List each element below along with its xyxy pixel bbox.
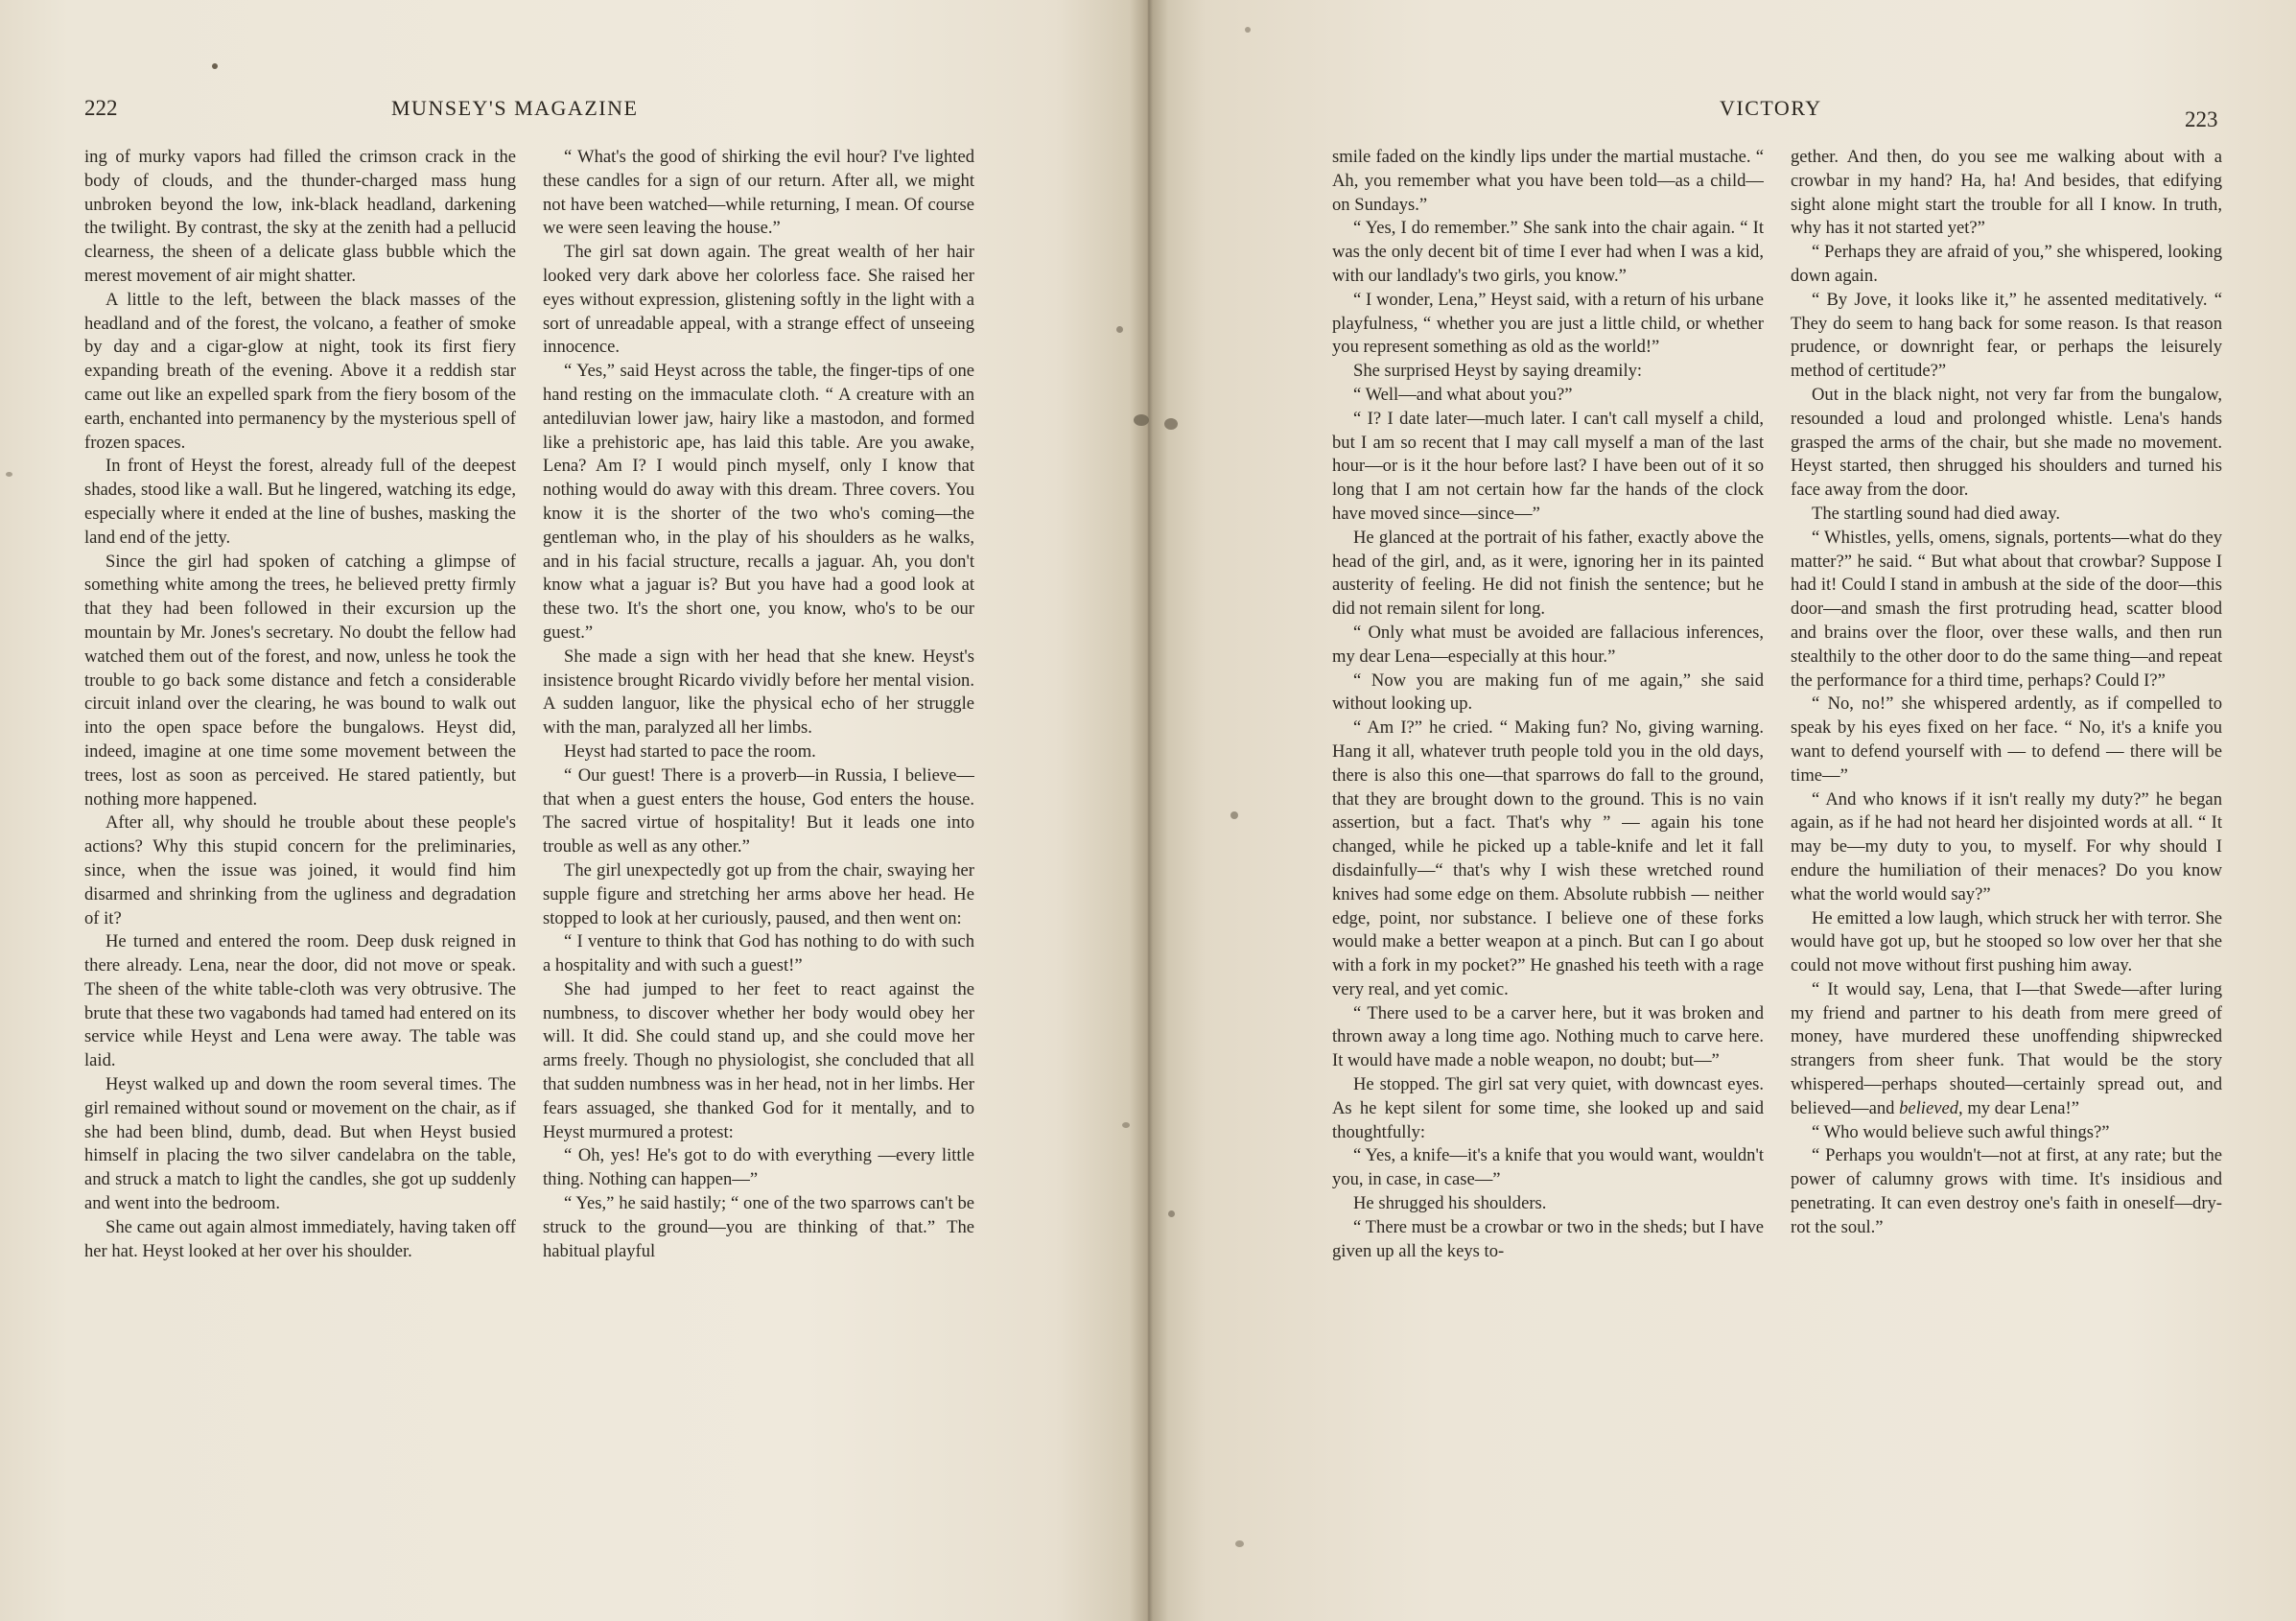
paragraph: “ There must be a crowbar or two in the sheds; but I have given up all the keys to-: [1332, 1216, 1764, 1261]
paragraph: “ Perhaps they are afraid of you,” she whispered, looking down again.: [1791, 242, 2222, 286]
paragraph: “ There used to be a carver here, but it was broken and thrown away a long time ago. Nothing much to carve here. It would have made a noble weapon, no doubt; but—”: [1332, 1002, 1764, 1071]
paragraph: She made a sign with her head that she knew. Heyst's insistence brought Ricardo vividly before her mental vision. A sudden languor, like the physical echo of her struggle with the man, paralyzed all her limbs.: [543, 646, 974, 739]
paragraph: “ Perhaps you wouldn't—not at first, at any rate; but the power of calumny grows with time. It's insidious and penetrating. It can even destroy one's faith in oneself—dry-rot the soul.”: [1791, 1145, 2222, 1237]
page-number-right: 223: [2185, 107, 2218, 131]
paragraph: “ Am I?” he cried. “ Making fun? No, giving warning. Hang it all, whatever truth people told you in the old days, there is also this one—that sparrows do fall to the ground, that they are brought down to the ground. This is no vain assertion, but a fact. That's why ” — again his tone changed, while he picked up a table-knife and let it fall disdainfully—“ that's why I wish these wretched round knives had some edge on them. Absolute rubbish — neither edge, point, nor substance. I believe one of these forks would make a better weapon at a pinch. But can I go about with a fork in my pocket?” He gnashed his teeth with a rage very real, and yet comic.: [1332, 717, 1764, 999]
left-column-1: [84, 146, 516, 1527]
paragraph: “ No, no!” she whispered ardently, as if compelled to speak by his eyes fixed on her face. “ No, it's a knife you want to defend yourself with — to defend — there will be time—”: [1791, 693, 2222, 786]
paper-speck: [1235, 1540, 1244, 1547]
paragraph: “ Oh, yes! He's got to do with everything —every little thing. Nothing can happen—”: [543, 1145, 974, 1190]
paragraph: “ What's the good of shirking the evil hour? I've lighted these candles for a sign of our return. After all, we might not have been watched—while returning, I mean. Of course we were seen leaving the house.”: [543, 147, 974, 239]
right-column-1: [1332, 146, 1764, 1527]
paragraph: The girl sat down again. The great wealth of her hair looked very dark above her colorless face. She raised her eyes without expression, glistening softly in the light with a sort of unreadable appeal, with a strange effect of unseeing innocence.: [543, 242, 974, 358]
paragraph: “ Our guest! There is a proverb—in Russia, I believe—that when a guest enters the house, God enters the house. The sacred virtue of hospitality! But it leads one into trouble as well as any other.”: [543, 764, 974, 857]
paragraph: “ Now you are making fun of me again,” she said without looking up.: [1332, 670, 1764, 715]
right-column-2: [1791, 146, 2222, 1527]
paper-speck: [1230, 811, 1238, 819]
running-head-right: VICTORY: [1720, 96, 1822, 120]
paragraph: “ I wonder, Lena,” Heyst said, with a return of his urbane playfulness, “ whether you are just a little child, or whether you represent something as old as the world!”: [1332, 289, 1764, 358]
paragraph: “ Yes, I do remember.” She sank into the chair again. “ It was the only decent bit of time I ever had when I was a kid, with our landlady's two girls, you know.”: [1332, 218, 1764, 286]
paragraph: The girl unexpectedly got up from the chair, swaying her supple figure and stretching her arms above her head. He stopped to look at her curiously, paused, and then went on:: [543, 859, 974, 928]
paragraph: “ I? I date later—much later. I can't call myself a child, but I am so recent that I may call myself a man of the last hour—or is it the hour before last? I have been out of it so long that I am not certain how far the hands of the clock have moved since—since—”: [1332, 408, 1764, 524]
book-gutter: [1130, 0, 1168, 1621]
paragraph: The startling sound had died away.: [1812, 503, 2061, 524]
emphasis-word: believed,: [1899, 1097, 1963, 1118]
paragraph: “ Whistles, yells, omens, signals, portents—what do they matter?” he said. “ But what about that crowbar? Suppose I had it! Could I stand in ambush at the side of the door—this door—and smash the first protruding head, scatter blood and brains over the floor, over these walls, and then run stealthily to the other door to do the same thing—and repeat the performance for a third time, perhaps? Could I?”: [1791, 527, 2222, 691]
paragraph: He glanced at the portrait of his father, exactly above the head of the girl, and, as it were, ignoring her in its painted austerity of feeling. He did not finish the sentence; but he did not remain silent for long.: [1332, 527, 1764, 620]
paragraph: A little to the left, between the black masses of the headland and of the forest, the volcano, a feather of smoke by day and a cigar-glow at night, took its first fiery expanding breath of the evening. Above it a reddish star came out like an expelled spark from the fiery bosom of the earth, enchanted into permanency by the mysterious spell of frozen spaces.: [84, 289, 516, 453]
paragraph: gether. And then, do you see me walking about with a crowbar in my hand? Ha, ha! And besides, that edifying sight alone might start the trouble for all I know. In truth, why has it not started yet?”: [1791, 147, 2222, 239]
paragraph: ing of murky vapors had filled the crimson crack in the body of clouds, and the thunder-charged mass hung unbroken beyond the low, ink-black headland, darkening the twilight. By contrast, the sky at the zenith had a pellucid clearness, the sheen of a delicate glass bubble which the merest movement of air might shatter.: [84, 147, 516, 286]
paragraph-tail: my dear Lena!”: [1962, 1097, 2079, 1118]
left-column-2: [543, 146, 974, 1527]
paper-speck: [1245, 27, 1251, 33]
paragraph: “ Yes,” said Heyst across the table, the finger-tips of one hand resting on the immaculate cloth. “ A creature with an antediluvian lower jaw, hairy like a mastodon, and formed like a prehistoric ape, has laid this table. Are you awake, Lena? Am I? I would pinch myself, only I know that nothing would do away with this dream. Three covers. You know it is the shorter of the two who's coming—the gentleman who, in the play of his shoulders as he walks, and in his facial structure, recalls a jaguar. Ah, you don't know what a jaguar is? But you have had a good look at these two. It's the short one, you know, who's to be our guest.”: [543, 361, 974, 643]
paragraph: “ Well—and what about you?”: [1353, 384, 1573, 405]
paragraph: [1791, 978, 2222, 1121]
running-head-left: MUNSEY'S MAGAZINE: [391, 96, 639, 120]
binding-hole: [1134, 414, 1149, 426]
paper-speck: [1122, 1122, 1130, 1128]
paper-speck: [212, 63, 218, 69]
page-number-left: 222: [84, 96, 118, 120]
paragraph: “ Yes, a knife—it's a knife that you would want, wouldn't you, in case, in case—”: [1332, 1145, 1764, 1190]
paragraph: “ I venture to think that God has nothing to do with such a hospitality and with such a guest!”: [543, 931, 974, 976]
paragraph: Heyst had started to pace the room.: [564, 740, 816, 762]
paragraph: He stopped. The girl sat very quiet, with downcast eyes. As he kept silent for some time, she looked up and said thoughtfully:: [1332, 1074, 1764, 1142]
paragraph: After all, why should he trouble about these people's actions? Why this stupid concern for the preliminaries, since, when the issue was joined, it would find him disarmed and shrinking from the ugliness and degradation of it?: [84, 812, 516, 928]
paragraph: He emitted a low laugh, which struck her with terror. She would have got up, but he stooped so low over her that she could not move without first pushing him away.: [1791, 907, 2222, 976]
paragraph: She surprised Heyst by saying dreamily:: [1353, 361, 1643, 382]
paragraph: “ Who would believe such awful things?”: [1812, 1121, 2110, 1142]
paragraph: smile faded on the kindly lips under the martial mustache. “ Ah, you remember what you have been told—as a child—on Sundays.”: [1332, 147, 1764, 215]
paragraph: She had jumped to her feet to react against the numbness, to discover whether her body would obey her will. It did. She could stand up, and she could move her arms freely. Though no physiologist, she concluded that all that sudden numbness was in her head, not in her limbs. Her fears assuaged, she thanked God for it mentally, and to Heyst murmured a protest:: [543, 978, 974, 1142]
paragraph: “ And who knows if it isn't really my duty?” he began again, as if he had not heard her disjointed words at all. “ It may be—my duty to you, to myself. For why should I endure the humiliation of their menaces? Do you know what the world would say?”: [1791, 788, 2222, 904]
paragraph: Out in the black night, not very far from the bungalow, resounded a loud and prolonged whistle. Lena's hands grasped the arms of the chair, but she made no movement. Heyst started, then shrugged his shoulders and turned his face away from the door.: [1791, 384, 2222, 501]
paragraph: Since the girl had spoken of catching a glimpse of something white among the trees, he believed pretty firmly that they had been followed in their excursion up the mountain by Mr. Jones's secretary. No doubt the fellow had watched them out of the forest, and now, unless he took the trouble to go back some distance and fetch a considerable circuit inland over the clearing, he was bound to walk out into the open space before the bungalows. Heyst did, indeed, imagine at one time some movement between the trees, lost as soon as perceived. He stared patiently, but nothing more happened.: [84, 551, 516, 810]
paper-speck: [6, 472, 12, 477]
paper-speck: [1168, 1210, 1175, 1217]
paragraph-text: “ It would say, Lena, that I—that Swede—after luring my friend and partner to his death from mere greed of money, have murdered these unoffending shipwrecked strangers from sheer funk. That would be the story whispered—perhaps shouted—certainly spread out, and believed—and: [1791, 978, 2222, 1118]
paragraph: She came out again almost immediately, having taken off her hat. Heyst looked at her over his shoulder.: [84, 1216, 516, 1261]
right-page: [1148, 0, 2296, 1621]
paragraph: “ By Jove, it looks like it,” he assented meditatively. “ They do seem to hang back for some reason. Is that reason prudence, or downright fear, or perhaps the leisurely method of certitude?”: [1791, 289, 2222, 382]
paragraph: “ Only what must be avoided are fallacious inferences, my dear Lena—especially at this hour.”: [1332, 622, 1764, 667]
paragraph: Heyst walked up and down the room several times. The girl remained without sound or movement on the chair, as if she had been blind, dumb, dead. But when Heyst busied himself in placing the two silver candelabra on the table, and struck a match to light the candles, she got up suddenly and went into the bedroom.: [84, 1074, 516, 1214]
paragraph: “ Yes,” he said hastily; “ one of the two sparrows can't be struck to the ground—you are thinking of that.” The habitual playful: [543, 1193, 974, 1261]
paragraph: He shrugged his shoulders.: [1353, 1193, 1547, 1214]
paragraph: In front of Heyst the forest, already full of the deepest shades, stood like a wall. But he lingered, watching its edge, especially where it ended at the line of bushes, masking the land end of the jetty.: [84, 456, 516, 548]
paper-speck: [1116, 326, 1123, 333]
binding-hole: [1164, 418, 1178, 430]
paragraph: He turned and entered the room. Deep dusk reigned in there already. Lena, near the door, did not move or speak. The sheen of the white table-cloth was very obtrusive. The brute that these two vagabonds had tamed had entered on its service while Heyst and Lena were away. The table was laid.: [84, 931, 516, 1071]
